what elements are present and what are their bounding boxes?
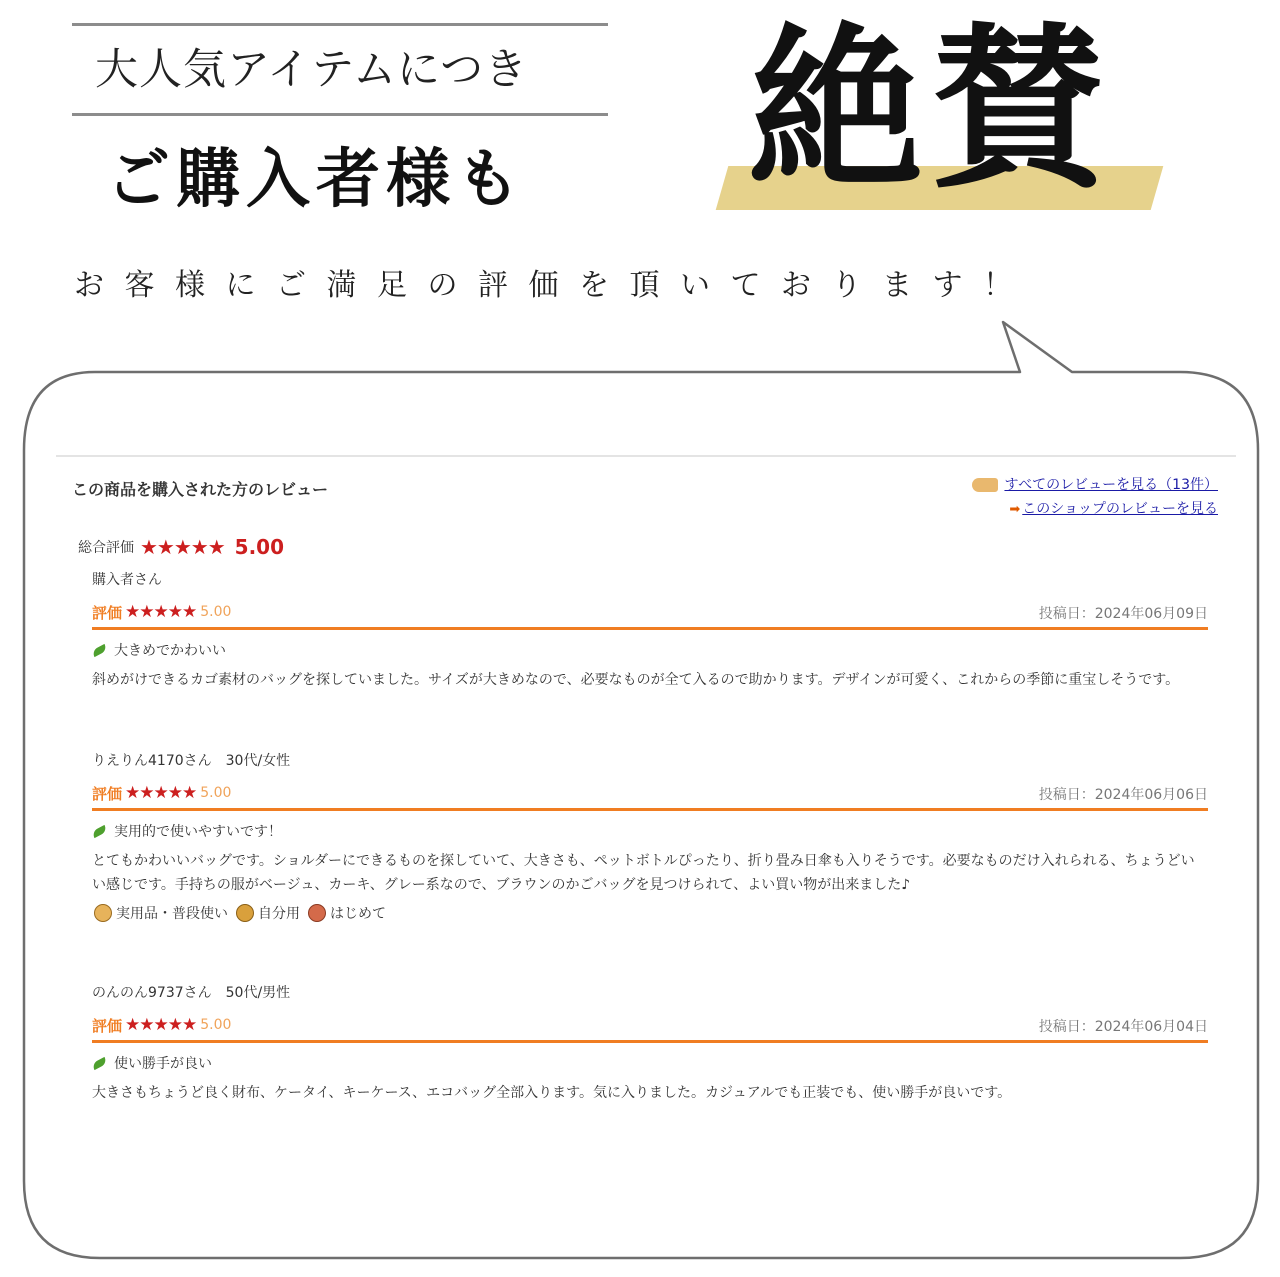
overall-score: 5.00: [234, 535, 285, 559]
review-links: [972, 473, 1218, 522]
reviewer-name: りえりん4170さん 30代/女性: [92, 753, 291, 769]
overall-stars-icon: ★★★★★: [140, 535, 225, 559]
all-reviews-link[interactable]: すべてのレビューを見る（13件）: [1004, 477, 1218, 493]
review-body: 斜めがけできるカゴ素材のバッグを探していました。サイズが大きめなので、必要なものが全て入るので助かります。デザインが可愛く、これからの季節に重宝しそうです。: [92, 672, 1180, 688]
review-panel: [56, 455, 1236, 1137]
tag-recipient: 自分用: [258, 906, 300, 922]
review-tags: [92, 903, 1208, 923]
review-title-text: 使い勝手が良い: [114, 1056, 212, 1072]
overall-label: 総合評価: [78, 540, 134, 556]
overall-rating: [78, 535, 284, 559]
post-date: 投稿日：2024年06月09日: [1038, 606, 1208, 622]
usage-icon: [94, 904, 112, 922]
promo-line-2: ご購入者様も: [106, 143, 526, 217]
tag-purchase-count: はじめて: [330, 906, 386, 922]
panel-title: この商品を購入された方のレビュー: [72, 480, 329, 499]
stars-icon: ★★★★★: [125, 1015, 197, 1035]
review-title-text: 大きめでかわいい: [114, 643, 226, 659]
tag-usage: 実用品・普段使い: [116, 906, 228, 922]
review-body: とてもかわいいバッグです。ショルダーにできるものを探していて、大きさも、ペットボトルぴったり、折り畳み日傘も入りそうです。必要なものだけ入れられる、ちょうどいい感じです。手持ちの服がベージュ、カーキ、グレー系なので、ブラウンのかごバッグを見つけられて、よい買い物が出来ました♪: [92, 853, 1195, 893]
rating-label: 評価: [92, 1016, 123, 1035]
arrow-right-icon: ➡: [1009, 502, 1021, 517]
review-body: 大きさもちょうど良く財布、ケータイ、キーケース、エコバッグ全部入ります。気に入りました。カジュアルでも正装でも、使い勝手が良いです。: [92, 1085, 1012, 1101]
promo-line-1: 大人気アイテムにつき: [95, 45, 529, 95]
link-row-shop: [972, 497, 1218, 522]
leaf-icon: [91, 824, 108, 837]
review-item: [92, 750, 1208, 923]
rating-row: [92, 778, 1208, 811]
review-item: [92, 569, 1208, 692]
stars-icon: ★★★★★: [125, 602, 197, 622]
post-date: 投稿日：2024年06月04日: [1038, 1019, 1208, 1035]
pointing-hand-icon: [972, 478, 998, 492]
subcopy: お客様にご満足の評価を頂いております！: [74, 268, 1034, 303]
reviewer-name: 購入者さん: [92, 572, 162, 588]
rating-label: 評価: [92, 784, 123, 803]
rating-value: 5.00: [200, 785, 232, 801]
recipient-icon: [236, 904, 254, 922]
rating-value: 5.00: [200, 604, 232, 620]
rating-label: 評価: [92, 603, 123, 622]
review-title: [92, 1053, 1208, 1073]
leaf-icon: [91, 643, 108, 656]
purchase-count-icon: [308, 904, 326, 922]
rating-value: 5.00: [200, 1017, 232, 1033]
rating-row: [92, 1010, 1208, 1043]
review-title: [92, 821, 1208, 841]
rating-row: [92, 597, 1208, 630]
review-title: [92, 640, 1208, 660]
review-title-text: 実用的で使いやすいです！: [114, 824, 282, 840]
reviewer-name: のんのん9737さん 50代/男性: [92, 985, 291, 1001]
review-item: [92, 982, 1208, 1105]
post-date: 投稿日：2024年06月06日: [1038, 787, 1208, 803]
leaf-icon: [91, 1056, 108, 1069]
highlight-text: 絶賛: [748, 8, 1113, 213]
stars-icon: ★★★★★: [125, 783, 197, 803]
link-row-all: [972, 473, 1218, 497]
shop-reviews-link[interactable]: このショップのレビューを見る: [1022, 501, 1218, 517]
